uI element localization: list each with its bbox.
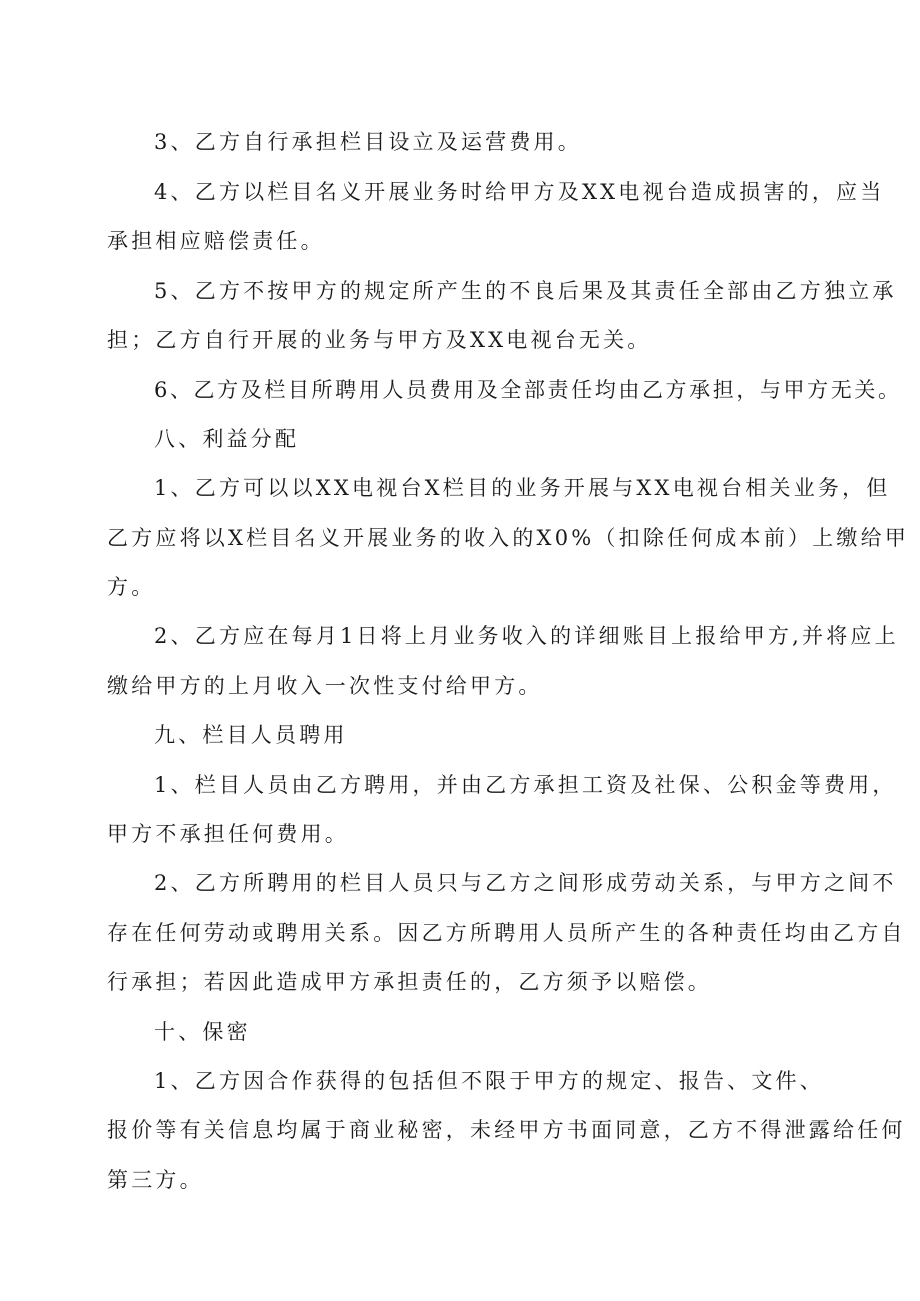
- clause-10-1-line-2: 报价等有关信息均属于商业秘密，未经甲方书面同意，乙方不得泄露给任何: [107, 1118, 906, 1142]
- clause-7-5-line-2: 担；乙方自行开展的业务与甲方及XX电视台无关。: [107, 328, 652, 352]
- clause-8-2-line-2: 缴给甲方的上月收入一次性支付给甲方。: [107, 674, 543, 698]
- clause-9-2-line-2: 存在任何劳动或聘用关系。因乙方所聘用人员所产生的各种责任均由乙方自: [107, 921, 906, 945]
- clause-9-2-line-3: 行承担；若因此造成甲方承担责任的，乙方须予以赔偿。: [107, 970, 712, 994]
- section-9-heading: 九、栏目人员聘用: [154, 723, 348, 747]
- section-8-heading: 八、利益分配: [154, 427, 300, 451]
- section-10-heading: 十、保密: [154, 1020, 251, 1044]
- clause-8-1-line-2: 乙方应将以X栏目名义开展业务的收入的X0%（扣除任何成本前）上缴给甲: [107, 526, 910, 550]
- clause-8-1-line-1: 1、乙方可以以XX电视台X栏目的业务开展与XX电视台相关业务，但: [154, 476, 891, 500]
- clause-7-4-line-2: 承担相应赔偿责任。: [107, 229, 325, 253]
- clause-9-1-line-2: 甲方不承担任何费用。: [107, 822, 349, 846]
- clause-7-5-line-1: 5、乙方不按甲方的规定所产生的不良后果及其责任全部由乙方独立承: [154, 279, 897, 303]
- clause-8-2-line-1: 2、乙方应在每月1日将上月业务收入的详细账目上报给甲方,并将应上: [154, 624, 899, 648]
- clause-10-1-line-3: 第三方。: [107, 1168, 204, 1192]
- clause-9-2-line-1: 2、乙方所聘用的栏目人员只与乙方之间形成劳动关系，与甲方之间不: [154, 871, 897, 895]
- clause-10-1-line-1: 1、乙方因合作获得的包括但不限于甲方的规定、报告、文件、: [154, 1069, 824, 1093]
- clause-7-4-line-1: 4、乙方以栏目名义开展业务时给甲方及XX电视台造成损害的，应当: [154, 180, 885, 204]
- clause-9-1-line-1: 1、栏目人员由乙方聘用，并由乙方承担工资及社保、公积金等费用，: [154, 773, 897, 797]
- clause-7-3-line-1: 3、乙方自行承担栏目设立及运营费用。: [154, 130, 582, 154]
- clause-8-1-line-3: 方。: [107, 575, 156, 599]
- clause-7-6-line-1: 6、乙方及栏目所聘用人员费用及全部责任均由乙方承担，与甲方无关。: [154, 378, 902, 402]
